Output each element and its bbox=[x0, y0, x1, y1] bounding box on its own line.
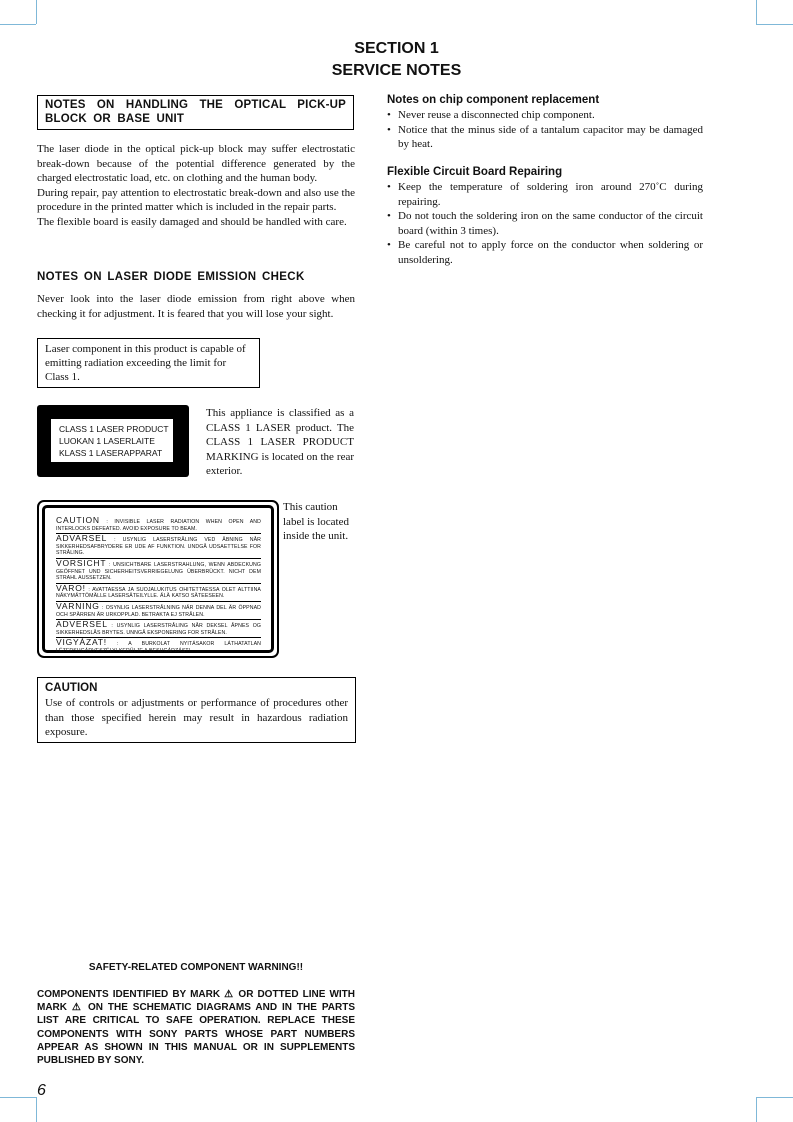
crop-mark bbox=[756, 0, 757, 24]
class1-label-description: This appliance is classified as a CLASS 1 LASER product. The CLASS 1 LASER PRODUCT MARKING is located on the rear exterior. bbox=[206, 407, 354, 477]
caution-label-heading: VARO! bbox=[56, 582, 86, 593]
laser-check-heading: NOTES ON LASER DIODE EMISSION CHECK bbox=[37, 271, 305, 283]
caution-label-heading: VORSICHT bbox=[56, 557, 107, 568]
list-item: • Keep the temperature of soldering iron around 270˚C during repairing. bbox=[387, 180, 703, 209]
caution-label-heading: VARNING bbox=[56, 600, 100, 611]
crop-mark bbox=[36, 0, 37, 24]
class1-label-line: KLASS 1 LASERAPPARAT bbox=[59, 448, 163, 458]
class1-laser-label bbox=[37, 405, 189, 477]
chip-replacement-heading: Notes on chip component replacement bbox=[387, 94, 600, 106]
caution-label-text: : USYNLIG LASERSTRÅLING NÅR DEKSEL ÅPNES OG SIKKERHEDSLÅS BRYTES. UNNGÅ EKSPONERING FOR STRÅLEN. bbox=[56, 623, 261, 636]
caution-label-text: : USYNLIG LASERSTRÅLING VED ÅBNING NÅR SIKKERHEDSAFBRYDERE ER UDE AF FUNKTION. UNDGÅ UDSAETTELSE FOR STRÅLING. bbox=[56, 537, 261, 557]
laser-class-notice: Laser component in this product is capable of emitting radiation exceeding the limit for Class 1. bbox=[37, 338, 260, 388]
caution-label-entry bbox=[56, 621, 261, 638]
list-item: • Notice that the minus side of a tantalum capacitor may be damaged by heat. bbox=[387, 123, 703, 152]
chip-replacement-list bbox=[387, 108, 703, 152]
flex-repair-list bbox=[387, 180, 703, 267]
section-title: SERVICE NOTES bbox=[331, 62, 462, 79]
list-item: • Do not touch the soldering iron on the same conductor of the circuit board (within 3 times). bbox=[387, 209, 703, 238]
caution-label-heading: CAUTION bbox=[56, 515, 100, 525]
caution-label-heading: ADVARSEL bbox=[56, 533, 108, 544]
list-item: • Never reuse a disconnected chip component. bbox=[387, 108, 703, 123]
class1-label-line: CLASS 1 LASER PRODUCT bbox=[59, 424, 169, 434]
optical-text-2: During repair, pay attention to electrostatic break-down and also use the procedure in the printed matter which is included in the repair parts. bbox=[37, 186, 355, 213]
section-number: SECTION 1 bbox=[354, 40, 439, 57]
crop-mark bbox=[0, 24, 36, 25]
caution-label-text: : AVATTAESSA JA SUOJALUKITUS OHITETTAESSA OLET ALTTIINA NÄKYMÄTTÖMÄLLE LASERSÄTEILYLLE. ÄLÄ KATSO SÄTEESEEN. bbox=[56, 586, 261, 600]
safety-warning-text: COMPONENTS IDENTIFIED BY MARK ⚠ OR DOTTED LINE WITH MARK ⚠ ON THE SCHEMATIC DIAGRAMS AND IN THE PARTS LIST ARE CRITICAL TO SAFE OPERATION. REPLACE THESE COMPONENTS WITH SONY PARTS WHOSE PART NUMBERS APPEAR AS SHOWN IN THIS MANUAL OR IN SUPPLEMENTS PUBLISHED BY SONY. bbox=[37, 989, 355, 1067]
caution-label-text: : A BURKOLAT NYITÁSAKOR LÁTHATATLAN LÉZERSUGÁRVESZÉLY! KERÜLJE A BESUGÁRZÁST! bbox=[56, 641, 261, 654]
crop-mark bbox=[756, 24, 793, 25]
caution-label-entry bbox=[56, 557, 261, 584]
caution-label-heading: VIGYÁZAT! bbox=[56, 637, 107, 648]
caution-box bbox=[37, 677, 356, 743]
safety-warning-heading: SAFETY-RELATED COMPONENT WARNING!! bbox=[88, 962, 304, 973]
caution-label-entry bbox=[56, 582, 261, 602]
crop-mark bbox=[756, 1097, 757, 1122]
caution-label-entry bbox=[56, 535, 261, 559]
optical-text-1: The laser diode in the optical pick-up block may suffer electrostatic break-down because of the potential difference generated by the charged electrostatic load, etc. on clothing and the human body. bbox=[37, 143, 355, 184]
optical-pickup-heading: NOTES ON HANDLING THE OPTICAL PICK-UP BLOCK OR BASE UNIT bbox=[37, 95, 354, 130]
caution-label-description: This caution label is located inside the unit. bbox=[283, 501, 349, 542]
optical-text-3: The flexible board is easily damaged and should be handled with care. bbox=[37, 215, 347, 228]
crop-mark bbox=[0, 1097, 36, 1098]
page-number: 6 bbox=[37, 1082, 46, 1099]
caution-label-text: : INVISIBLE LASER RADIATION WHEN OPEN AND INTERLOCKS DEFEATED. AVOID EXPOSURE TO BEAM. bbox=[56, 519, 261, 532]
crop-mark bbox=[756, 1097, 793, 1098]
caution-box-text: Use of controls or adjustments or performance of procedures other than those specified herein may result in hazardous radiation exposure. bbox=[45, 697, 348, 738]
list-item: • Be careful not to apply force on the conductor when soldering or unsoldering. bbox=[387, 238, 703, 267]
caution-label-text: : UNSICHTBARE LASERSTRAHLUNG, WENN ABDECKUNG GEÖFFNET UND SICHERHEITSVERRIEGELUNG ÜBERBRÜCKT. NICHT DEM STRAHL AUSSETZEN. bbox=[56, 561, 261, 582]
class1-label-line: LUOKAN 1 LASERLAITE bbox=[59, 436, 155, 446]
laser-check-text: Never look into the laser diode emission from right above when checking it for adjustment. It is feared that you will lose your sight. bbox=[37, 293, 355, 320]
optical-paragraph bbox=[37, 142, 355, 229]
caution-label-entry bbox=[56, 517, 261, 534]
caution-label-entry bbox=[56, 600, 261, 620]
caution-label-text: : OSYNLIG LASERSTRÅLNING NÄR DENNA DEL ÄR ÖPPNAD OCH SPÄRREN ÄR URKOPPLAD. BETRAKTA EJ STRÅLEN. bbox=[56, 604, 261, 618]
caution-label-heading: ADVERSEL bbox=[56, 619, 108, 630]
caution-label-entry bbox=[56, 639, 261, 656]
caution-label bbox=[37, 500, 279, 658]
caution-box-title: CAUTION bbox=[45, 682, 98, 694]
flex-repair-heading: Flexible Circuit Board Repairing bbox=[387, 166, 563, 178]
